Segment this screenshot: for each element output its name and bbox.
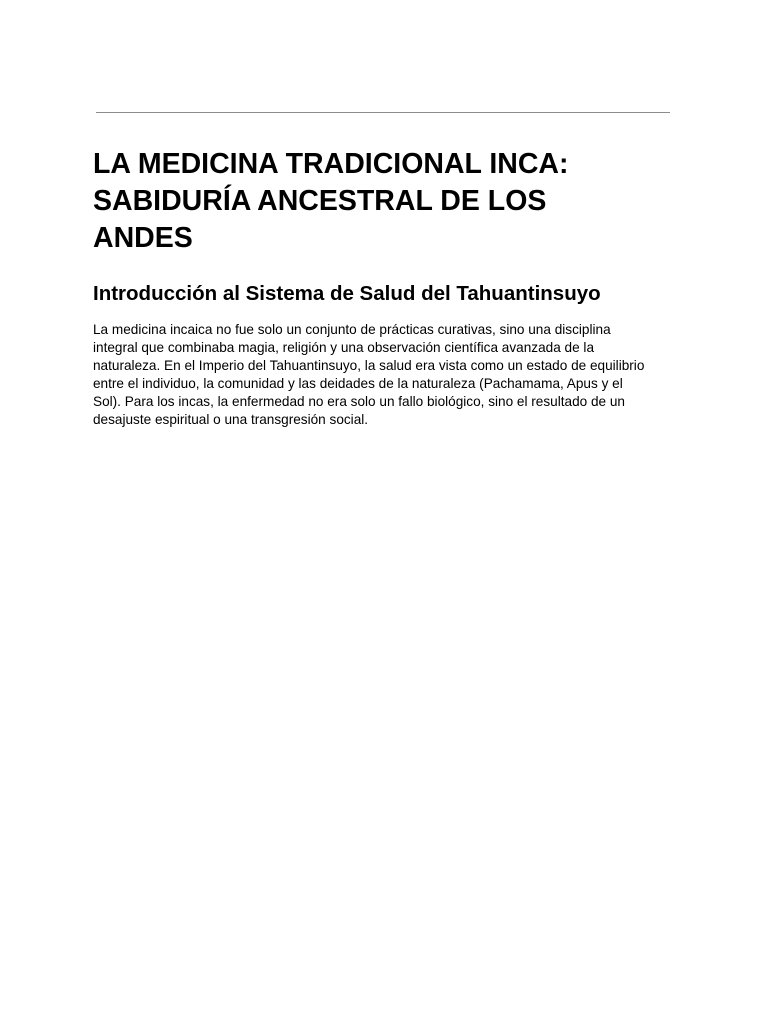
title-line: ANDES: [93, 222, 193, 254]
header-divider: [96, 112, 670, 113]
paragraph-line: integral que combinaba magia, religión y una observación científica avanzada de la: [93, 340, 595, 355]
paragraph-line: desajuste espiritual o una transgresión social.: [93, 412, 369, 427]
paragraph-line: Sol). Para los incas, la enfermedad no era solo un fallo biológico, sino el resultado de un: [93, 394, 625, 409]
paragraph-line: entre el individuo, la comunidad y las deidades de la naturaleza (Pachamama, Apus y el: [93, 376, 623, 391]
title-line: SABIDURÍA ANCESTRAL DE LOS: [93, 185, 547, 217]
title-line: LA MEDICINA TRADICIONAL INCA:: [93, 148, 569, 180]
intro-paragraph: [93, 321, 673, 429]
document-title: [93, 146, 673, 257]
paragraph-line: naturaleza. En el Imperio del Tahuantinsuyo, la salud era vista como un estado de equilibrio: [93, 358, 645, 373]
section-heading: Introducción al Sistema de Salud del Tahuantinsuyo: [93, 282, 601, 305]
paragraph-line: La medicina incaica no fue solo un conjunto de prácticas curativas, sino una disciplina: [93, 322, 611, 337]
